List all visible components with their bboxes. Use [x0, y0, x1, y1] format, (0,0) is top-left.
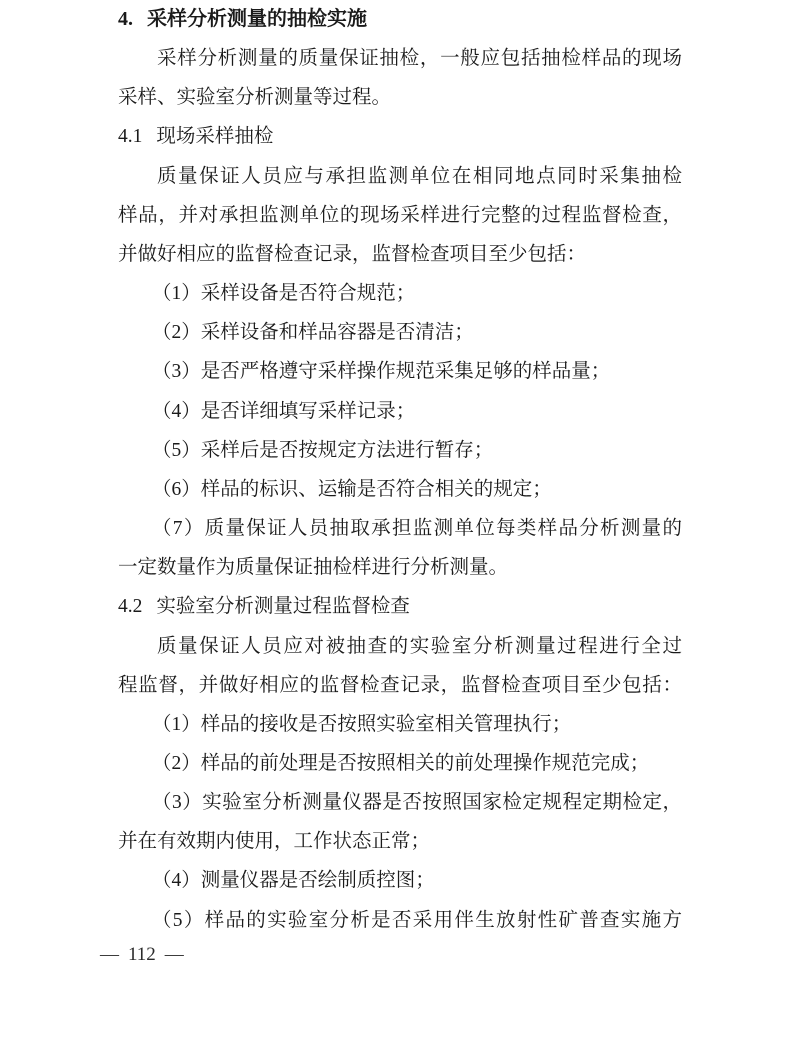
s41-item-7-line-2: 一定数量作为质量保证抽检样进行分析测量。 [118, 557, 509, 579]
s41-item-7-line-1: （7）质量保证人员抽取承担监测单位每类样品分析测量的 [152, 518, 682, 540]
section-4-1-title: 现场采样抽检 [156, 126, 274, 148]
s41-para-line-2: 样品，并对承担监测单位的现场采样进行完整的过程监督检查， [118, 204, 682, 226]
section-4-title: 采样分析测量的抽检实施 [147, 8, 367, 30]
section-4-2-heading [118, 587, 682, 626]
s42-item-3-line-2: 并在有效期内使用，工作状态正常； [118, 831, 431, 853]
s41-para-line-1: 质量保证人员应与承担监测单位在相同地点同时采集抽检 [157, 165, 682, 187]
s41-para-line-3: 并做好相应的监督检查记录，监督检查项目至少包括： [118, 243, 587, 265]
s42-item-1: （1）样品的接收是否按照实验室相关管理执行； [152, 713, 572, 735]
page-number: 112 [128, 944, 156, 965]
s41-item-4: （4）是否详细填写采样记录； [152, 400, 416, 422]
s42-item-3-line-1: （3）实验室分析测量仪器是否按照国家检定规程定期检定， [152, 792, 682, 814]
section-4-1-number: 4.1 [118, 126, 143, 148]
intro-line-2: 采样、实验室分析测量等过程。 [118, 87, 392, 109]
intro-line-1: 采样分析测量的质量保证抽检，一般应包括抽检样品的现场 [157, 48, 682, 70]
s41-item-1: （1）采样设备是否符合规范； [152, 283, 416, 305]
s41-item-3: （3）是否严格遵守采样操作规范采集足够的样品量； [152, 361, 611, 383]
s41-item-6: （6）样品的标识、运输是否符合相关的规定； [152, 478, 552, 500]
s42-para-line-1: 质量保证人员应对被抽查的实验室分析测量过程进行全过 [157, 635, 682, 657]
section-4-number: 4. [118, 8, 133, 30]
page-footer [100, 942, 184, 968]
section-4-2-title: 实验室分析测量过程监督检查 [156, 596, 410, 618]
s41-item-5: （5）采样后是否按规定方法进行暂存； [152, 439, 494, 461]
s41-item-2: （2）采样设备和样品容器是否清洁； [152, 322, 474, 344]
footer-dash-right: — [164, 944, 184, 965]
section-4-1-heading [118, 117, 682, 156]
section-4-2-number: 4.2 [118, 596, 143, 618]
document-body [118, 0, 682, 940]
s42-item-4: （4）测量仪器是否绘制质控图； [152, 870, 435, 892]
section-4-heading [118, 0, 682, 39]
footer-dash-left: — [100, 944, 119, 965]
s42-item-5-line-1: （5）样品的实验室分析是否采用伴生放射性矿普查实施方 [152, 909, 682, 931]
s42-item-2: （2）样品的前处理是否按照相关的前处理操作规范完成； [152, 752, 650, 774]
s42-para-line-2: 程监督，并做好相应的监督检查记录，监督检查项目至少包括： [118, 674, 682, 696]
